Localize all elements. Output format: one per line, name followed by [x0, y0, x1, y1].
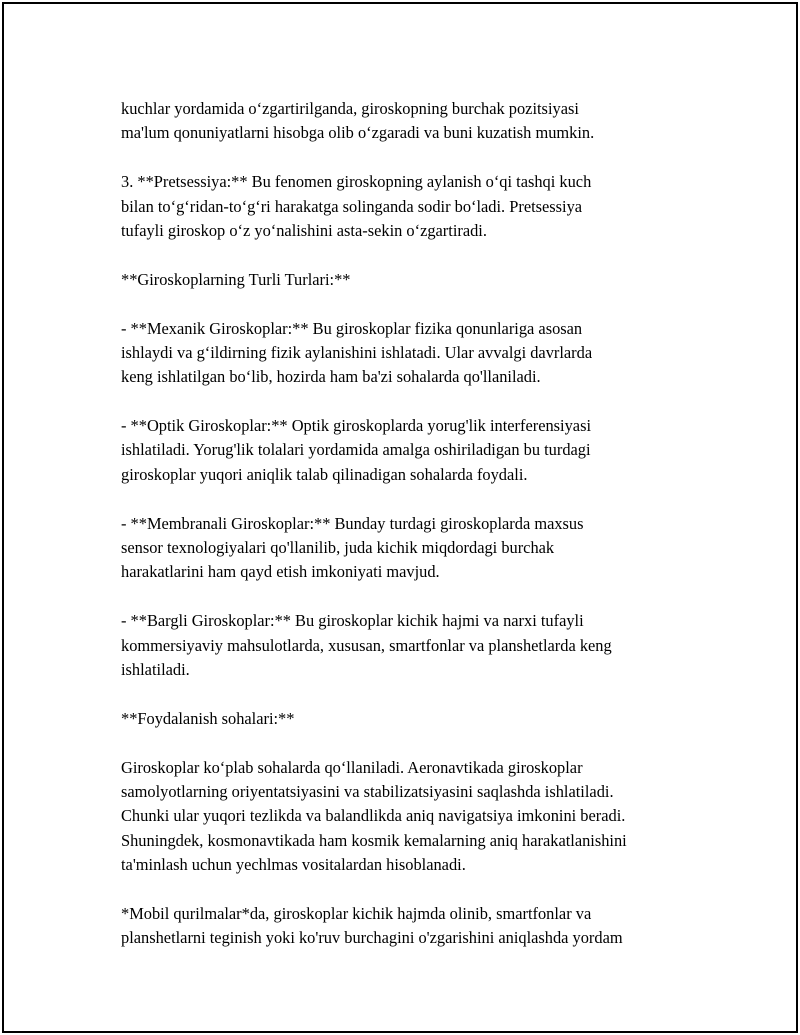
paragraph-intro-continuation — [121, 97, 711, 146]
text-line: planshetlarni teginish yoki ko'ruv burchagini o'zgarishini aniqlashda yordam — [121, 928, 623, 948]
list-item-leaf — [121, 609, 711, 682]
paragraph-pretsessiya — [121, 170, 711, 243]
text-line: harakatlarini ham qayd etish imkoniyati mavjud. — [121, 562, 440, 582]
text-line: ishlatiladi. — [121, 659, 190, 679]
text-line: bilan to‘g‘ridan-to‘g‘ri harakatga solinganda sodir bo‘ladi. Pretsessiya — [121, 196, 583, 216]
document-body — [121, 97, 711, 951]
text-line: ishlatiladi. Yorug'lik tolalari yordamida amalga oshiriladigan bu turdagi — [121, 440, 591, 460]
text-line: ishlaydi va g‘ildirning fizik aylanishini ishlatadi. Ular avvalgi davrlarda — [121, 342, 593, 362]
text-line: **Foydalanish sohalari:** — [121, 708, 295, 728]
text-line: - **Mexanik Giroskoplar:** Bu giroskoplar fizika qonunlariga asosan — [121, 318, 583, 338]
page-frame — [2, 2, 798, 1033]
text-line: giroskoplar yuqori aniqlik talab qilinadigan sohalarda foydali. — [121, 464, 528, 484]
text-line: - **Optik Giroskoplar:** Optik giroskoplarda yorug'lik interferensiyasi — [121, 416, 591, 436]
text-line: tufayli giroskop o‘z yo‘nalishini asta-sekin o‘zgartiradi. — [121, 220, 487, 240]
heading-gyroscope-types — [121, 268, 711, 292]
text-line: kuchlar yordamida o‘zgartirilganda, giroskopning burchak pozitsiyasi — [121, 99, 579, 118]
paragraph-aeronautics — [121, 756, 711, 878]
text-line: ta'minlash uchun yechlmas vositalardan hisoblanadi. — [121, 855, 466, 875]
text-line: - **Bargli Giroskoplar:** Bu giroskoplar kichik hajmi va narxi tufayli — [121, 611, 584, 631]
text-line: *Mobil qurilmalar*da, giroskoplar kichik hajmda olinib, smartfonlar va — [121, 903, 592, 923]
list-item-optical — [121, 414, 711, 487]
text-line: keng ishlatilgan bo‘lib, hozirda ham ba'zi sohalarda qo'llaniladi. — [121, 367, 541, 387]
text-line: kommersiyaviy mahsulotlarda, xususan, smartfonlar va planshetlarda keng — [121, 635, 612, 655]
heading-usage-areas — [121, 707, 711, 731]
list-item-membrane — [121, 512, 711, 585]
text-line: **Giroskoplarning Turli Turlari:** — [121, 269, 351, 289]
text-line: - **Membranali Giroskoplar:** Bunday turdagi giroskoplarda maxsus — [121, 513, 584, 533]
text-line: Giroskoplar ko‘plab sohalarda qo‘llaniladi. Aeronavtikada giroskoplar — [121, 757, 583, 777]
text-line: sensor texnologiyalari qo'llanilib, juda kichik miqdordagi burchak — [121, 538, 555, 558]
list-item-mechanical — [121, 317, 711, 390]
text-line: samolyotlarning oriyentatsiyasini va stabilizatsiyasini saqlashda ishlatiladi. — [121, 781, 614, 801]
text-line: ma'lum qonuniyatlarni hisobga olib o‘zgaradi va buni kuzatish mumkin. — [121, 123, 595, 143]
paragraph-mobile-devices — [121, 902, 711, 951]
text-line: Chunki ular yuqori tezlikda va balandlikda aniq navigatsiya imkonini beradi. — [121, 806, 626, 826]
text-line: 3. **Pretsessiya:** Bu fenomen giroskopning aylanish o‘qi tashqi kuch — [121, 172, 592, 192]
text-line: Shuningdek, kosmonavtikada ham kosmik kemalarning aniq harakatlanishini — [121, 830, 627, 850]
